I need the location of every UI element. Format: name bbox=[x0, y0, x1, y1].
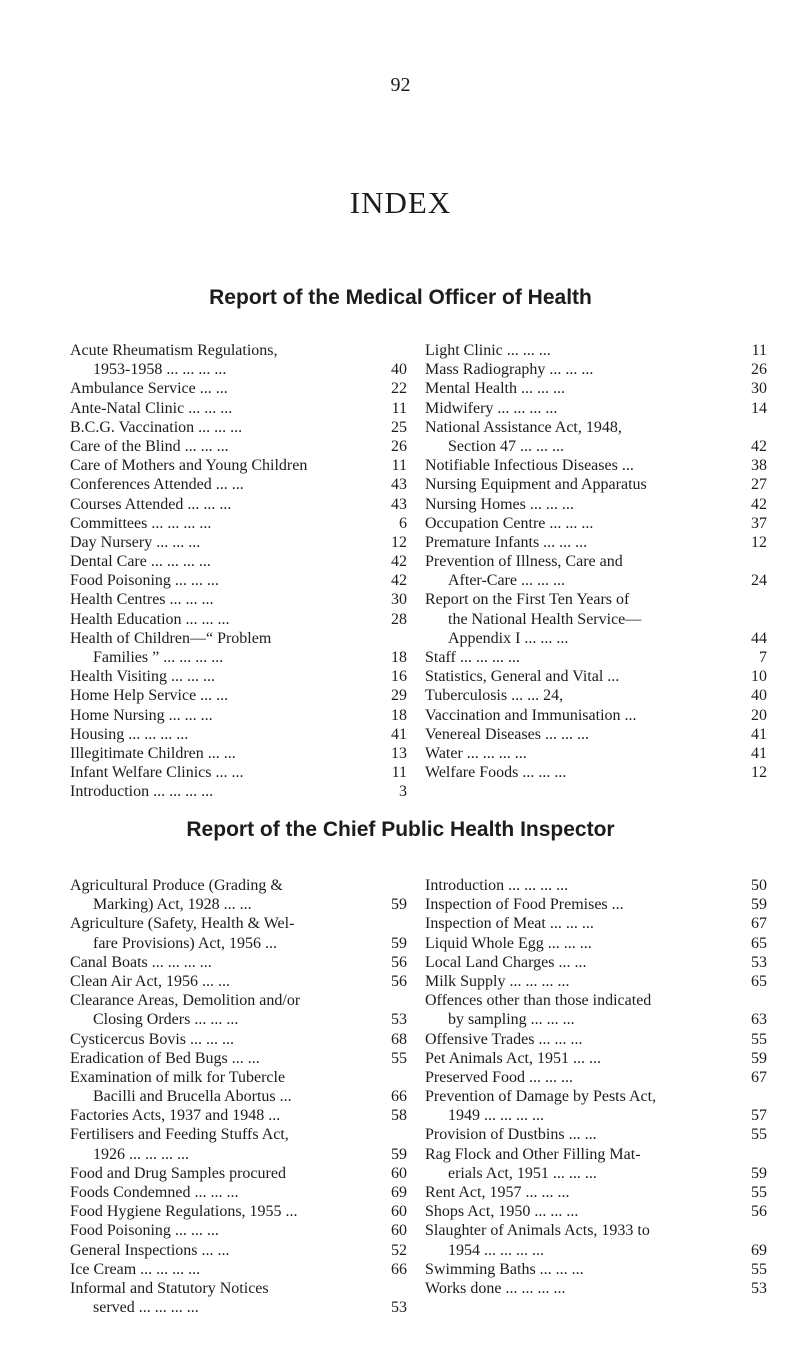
index-entry bbox=[70, 686, 407, 705]
index-entry bbox=[70, 953, 407, 972]
index-entry bbox=[70, 533, 407, 552]
index-entry bbox=[70, 895, 407, 914]
index-entry bbox=[425, 706, 767, 725]
index-entry-label: Prevention of Damage by Pests Act, bbox=[425, 1088, 657, 1106]
index-entry-label: Light Clinic ... ... ... bbox=[425, 342, 551, 359]
index-entry bbox=[425, 1125, 767, 1144]
index-entry-page: 42 bbox=[391, 553, 407, 571]
index-entry-label: Agricultural Produce (Grading & bbox=[70, 877, 283, 894]
index-entry-label: Food Hygiene Regulations, 1955 ... bbox=[70, 1203, 298, 1221]
index-entry-page: 55 bbox=[751, 1184, 767, 1201]
index-entry-label: Infant Welfare Clinics ... ... bbox=[70, 764, 244, 782]
index-entry bbox=[425, 514, 767, 533]
index-entry bbox=[425, 552, 767, 571]
index-entry-label: the National Health Service— bbox=[448, 610, 642, 628]
index-entry-page: 10 bbox=[751, 668, 767, 686]
index-entry-label: Clean Air Act, 1956 ... ... bbox=[70, 972, 230, 990]
index-entry-label: Examination of milk for Tubercle bbox=[70, 1068, 286, 1086]
index-entry bbox=[425, 1279, 767, 1298]
index-entry bbox=[70, 648, 407, 667]
index-entry-page: 59 bbox=[751, 896, 767, 914]
index-entry bbox=[70, 972, 407, 991]
index-entry bbox=[425, 972, 767, 991]
index-entry-page: 53 bbox=[751, 953, 767, 971]
index-entry-page: 56 bbox=[391, 953, 407, 971]
index-entry bbox=[70, 360, 407, 379]
index-entry-page: 67 bbox=[751, 915, 767, 933]
index-entry-label: Report on the First Ten Years of bbox=[425, 591, 630, 609]
index-entry bbox=[425, 1106, 767, 1125]
index-entry-page: 41 bbox=[751, 744, 767, 762]
index-entry-label: Venereal Diseases ... ... ... bbox=[425, 725, 589, 743]
index-entry bbox=[425, 571, 767, 590]
index-entry bbox=[425, 667, 767, 686]
index-entry-page: 42 bbox=[391, 572, 407, 590]
index-entry-page: 38 bbox=[751, 457, 767, 475]
index-entry-label: Provision of Dustbins ... ... bbox=[425, 1126, 597, 1144]
index-entry-label: Milk Supply ... ... ... ... bbox=[425, 972, 570, 990]
index-entry bbox=[425, 895, 767, 914]
index-entry-page: 12 bbox=[751, 764, 767, 782]
index-entry bbox=[70, 725, 407, 744]
index-entry-label: Shops Act, 1950 ... ... ... bbox=[425, 1203, 579, 1221]
index-entry bbox=[70, 934, 407, 953]
index-entry bbox=[70, 1164, 407, 1183]
index-entry bbox=[70, 475, 407, 494]
index-entry-label: Food and Drug Samples procured bbox=[70, 1164, 286, 1182]
index-entry bbox=[425, 1164, 767, 1183]
index-entry-page: 13 bbox=[391, 744, 407, 762]
index-entry-page: 60 bbox=[391, 1164, 407, 1182]
index-entry-page: 57 bbox=[751, 1107, 767, 1125]
index-entry-label: Liquid Whole Egg ... ... ... bbox=[425, 934, 592, 952]
index-entry-label: Committees ... ... ... ... bbox=[70, 514, 212, 532]
index-entry bbox=[70, 914, 407, 933]
index-entry-label: Section 47 ... ... ... bbox=[448, 437, 564, 455]
index-entry-label: 1953-1958 ... ... ... ... bbox=[93, 361, 227, 379]
index-entry-label: Ambulance Service ... ... bbox=[70, 380, 228, 398]
section-heading-medical-officer: Report of the Medical Officer of Health bbox=[209, 286, 592, 309]
index-entry bbox=[70, 1030, 407, 1049]
index-entry-page: 59 bbox=[391, 1145, 407, 1163]
index-entry bbox=[70, 1298, 407, 1317]
index-entry bbox=[425, 1030, 767, 1049]
index-entry bbox=[425, 1183, 767, 1202]
index-entry-label: Swimming Baths ... ... ... bbox=[425, 1260, 584, 1278]
index-entry-page: 11 bbox=[391, 764, 407, 782]
index-entry-label: erials Act, 1951 ... ... ... bbox=[448, 1164, 597, 1182]
index-entry bbox=[70, 495, 407, 514]
index-entry-label: Marking) Act, 1928 ... ... bbox=[93, 896, 252, 914]
index-entry bbox=[70, 763, 407, 782]
index-entry bbox=[70, 437, 407, 456]
index-entry bbox=[70, 1183, 407, 1202]
index-entry-page: 12 bbox=[751, 533, 767, 551]
index-entry-label: Acute Rheumatism Regulations, bbox=[70, 342, 278, 359]
index-entry-label: Introduction ... ... ... ... bbox=[70, 783, 214, 801]
index-entry bbox=[425, 876, 767, 895]
index-entry-page: 55 bbox=[391, 1049, 407, 1067]
index-entry bbox=[425, 686, 767, 705]
index-entry-label: Mental Health ... ... ... bbox=[425, 380, 565, 398]
index-entry bbox=[70, 610, 407, 629]
index-entry-page: 11 bbox=[751, 342, 767, 359]
index-entry-label: 1949 ... ... ... ... bbox=[448, 1107, 544, 1125]
index-entry-label: Home Help Service ... ... bbox=[70, 687, 229, 705]
index-entry bbox=[70, 744, 407, 763]
index-entry-page: 16 bbox=[391, 668, 407, 686]
index-entry-page: 42 bbox=[751, 437, 767, 455]
index-entry bbox=[70, 571, 407, 590]
index-entry bbox=[425, 1087, 767, 1106]
index-entry bbox=[425, 1260, 767, 1279]
index-entry-page: 59 bbox=[391, 934, 407, 952]
index-entry bbox=[425, 744, 767, 763]
index-entry-label: Cysticercus Bovis ... ... ... bbox=[70, 1030, 234, 1048]
index-entry-page: 41 bbox=[751, 725, 767, 743]
index-entry-page: 26 bbox=[391, 437, 407, 455]
index-entry-page: 11 bbox=[391, 457, 407, 475]
index-entry-label: Food Poisoning ... ... ... bbox=[70, 572, 219, 590]
index-entry bbox=[70, 1106, 407, 1125]
index-entry bbox=[425, 360, 767, 379]
index-entry bbox=[70, 1241, 407, 1260]
index-entry bbox=[425, 437, 767, 456]
index-entry-page: 68 bbox=[391, 1030, 407, 1048]
index-entry-page: 25 bbox=[391, 418, 407, 436]
index-entry bbox=[70, 782, 407, 801]
index-entry bbox=[70, 876, 407, 895]
index-entry-label: Factories Acts, 1937 and 1948 ... bbox=[70, 1107, 281, 1125]
index-entry-page: 55 bbox=[751, 1260, 767, 1278]
index-entry bbox=[70, 706, 407, 725]
index-entry bbox=[425, 399, 767, 418]
index-entry-page: 27 bbox=[751, 476, 767, 494]
index-entry-page: 66 bbox=[391, 1088, 407, 1106]
index-entry-label: Statistics, General and Vital ... bbox=[425, 668, 620, 686]
index-entry-page: 55 bbox=[751, 1030, 767, 1048]
index-entry-page: 26 bbox=[751, 361, 767, 379]
index-entry-label: Pet Animals Act, 1951 ... ... bbox=[425, 1049, 601, 1067]
index-entry bbox=[425, 1049, 767, 1068]
index-entry-page: 7 bbox=[759, 649, 767, 666]
index-entry-label: Conferences Attended ... ... bbox=[70, 476, 244, 494]
index-entry-label: Food Poisoning ... ... ... bbox=[70, 1222, 219, 1240]
index-entry bbox=[425, 1241, 767, 1260]
index-entry-page: 43 bbox=[391, 495, 407, 513]
index-entry-label: Water ... ... ... ... bbox=[425, 744, 527, 762]
index-entry-label: B.C.G. Vaccination ... ... ... bbox=[70, 418, 243, 436]
page-title: INDEX bbox=[349, 185, 452, 220]
index-entry-label: Health Education ... ... ... bbox=[70, 610, 230, 628]
index-entry-page: 18 bbox=[391, 649, 407, 666]
index-entry bbox=[425, 725, 767, 744]
index-entry-page: 29 bbox=[391, 687, 407, 705]
index-entry-label: Notifiable Infectious Diseases ... bbox=[425, 457, 634, 475]
index-entry bbox=[425, 418, 767, 437]
index-entry-label: Introduction ... ... ... ... bbox=[425, 877, 569, 894]
medical-officer-index-left bbox=[70, 341, 407, 802]
index-entry-label: Dental Care ... ... ... ... bbox=[70, 553, 211, 571]
index-entry-label: Bacilli and Brucella Abortus ... bbox=[93, 1088, 292, 1106]
index-entry-label: Closing Orders ... ... ... bbox=[93, 1011, 239, 1029]
index-entry-label: Health Centres ... ... ... bbox=[70, 591, 214, 609]
index-entry-label: Rent Act, 1957 ... ... ... bbox=[425, 1184, 570, 1201]
index-entry-page: 63 bbox=[751, 1011, 767, 1029]
index-entry bbox=[425, 475, 767, 494]
index-entry bbox=[425, 495, 767, 514]
index-entry bbox=[425, 590, 767, 609]
index-entry-label: Courses Attended ... ... ... bbox=[70, 495, 232, 513]
medical-officer-index-right bbox=[425, 341, 767, 782]
index-entry bbox=[70, 1068, 407, 1087]
index-entry-label: Local Land Charges ... ... bbox=[425, 953, 587, 971]
index-entry bbox=[70, 418, 407, 437]
index-entry-label: Offensive Trades ... ... ... bbox=[425, 1030, 583, 1048]
index-entry-label: Nursing Homes ... ... ... bbox=[425, 495, 574, 513]
index-entry-page: 43 bbox=[391, 476, 407, 494]
index-entry-label: Inspection of Meat ... ... ... bbox=[425, 915, 594, 933]
index-entry-page: 30 bbox=[751, 380, 767, 398]
index-entry-label: Health of Children—“ Problem bbox=[70, 629, 272, 647]
index-entry-label: by sampling ... ... ... bbox=[448, 1011, 575, 1029]
index-entry-page: 59 bbox=[751, 1164, 767, 1182]
index-entry-page: 18 bbox=[391, 706, 407, 724]
index-entry-page: 44 bbox=[751, 629, 767, 647]
index-entry-label: Clearance Areas, Demolition and/or bbox=[70, 992, 301, 1010]
index-entry bbox=[425, 1202, 767, 1221]
index-entry bbox=[425, 1145, 767, 1164]
index-entry-label: Agriculture (Safety, Health & Wel- bbox=[70, 915, 295, 933]
index-entry-label: 1926 ... ... ... ... bbox=[93, 1145, 189, 1163]
index-entry bbox=[425, 610, 767, 629]
index-entry bbox=[425, 1010, 767, 1029]
index-entry bbox=[70, 1202, 407, 1221]
index-entry bbox=[70, 590, 407, 609]
index-entry bbox=[70, 1145, 407, 1164]
index-entry-page: 65 bbox=[751, 934, 767, 952]
index-entry-label: Mass Radiography ... ... ... bbox=[425, 361, 594, 379]
index-entry bbox=[425, 379, 767, 398]
index-entry-label: Housing ... ... ... ... bbox=[70, 725, 189, 743]
index-entry-label: Home Nursing ... ... ... bbox=[70, 706, 213, 724]
index-entry-page: 69 bbox=[391, 1184, 407, 1201]
index-entry bbox=[425, 629, 767, 648]
index-entry-label: Care of Mothers and Young Children bbox=[70, 457, 308, 475]
index-entry-page: 24 bbox=[751, 572, 767, 590]
index-entry-label: Fertilisers and Feeding Stuffs Act, bbox=[70, 1126, 289, 1144]
index-entry-label: Inspection of Food Premises ... bbox=[425, 896, 624, 914]
index-entry-page: 28 bbox=[391, 610, 407, 628]
index-entry-page: 53 bbox=[751, 1279, 767, 1297]
index-entry-page: 30 bbox=[391, 591, 407, 609]
index-entry bbox=[70, 552, 407, 571]
index-entry-page: 50 bbox=[751, 877, 767, 894]
index-entry-page: 52 bbox=[391, 1241, 407, 1259]
index-entry-label: Premature Infants ... ... ... bbox=[425, 533, 588, 551]
index-entry-label: National Assistance Act, 1948, bbox=[425, 418, 622, 436]
index-entry-page: 55 bbox=[751, 1126, 767, 1144]
index-entry bbox=[70, 991, 407, 1010]
index-entry bbox=[425, 1221, 767, 1240]
index-entry bbox=[425, 533, 767, 552]
index-entry-page: 42 bbox=[751, 495, 767, 513]
index-entry-label: Occupation Centre ... ... ... bbox=[425, 514, 594, 532]
index-entry bbox=[70, 379, 407, 398]
index-entry bbox=[425, 1068, 767, 1087]
index-entry-page: 12 bbox=[391, 533, 407, 551]
index-entry-page: 56 bbox=[391, 972, 407, 990]
index-entry-page: 3 bbox=[399, 783, 407, 801]
index-entry-label: Tuberculosis ... ... 24, bbox=[425, 687, 564, 705]
index-entry bbox=[70, 399, 407, 418]
index-entry-page: 56 bbox=[751, 1203, 767, 1221]
page-number: 92 bbox=[390, 74, 411, 96]
index-entry-label: fare Provisions) Act, 1956 ... bbox=[93, 934, 277, 952]
index-entry bbox=[425, 763, 767, 782]
index-entry-label: Welfare Foods ... ... ... bbox=[425, 764, 567, 782]
index-entry-label: 1954 ... ... ... ... bbox=[448, 1241, 544, 1259]
index-entry-label: Appendix I ... ... ... bbox=[448, 629, 569, 647]
index-entry-label: Ice Cream ... ... ... ... bbox=[70, 1260, 201, 1278]
index-entry-label: Slaughter of Animals Acts, 1933 to bbox=[425, 1222, 650, 1240]
index-entry-label: Canal Boats ... ... ... ... bbox=[70, 953, 212, 971]
index-entry bbox=[425, 953, 767, 972]
health-inspector-index-right bbox=[425, 876, 767, 1298]
index-entry bbox=[70, 341, 407, 360]
index-entry bbox=[70, 1221, 407, 1240]
index-entry-label: Care of the Blind ... ... ... bbox=[70, 437, 229, 455]
index-entry bbox=[70, 667, 407, 686]
index-entry-label: Midwifery ... ... ... ... bbox=[425, 399, 558, 417]
index-entry-label: Preserved Food ... ... ... bbox=[425, 1068, 573, 1086]
health-inspector-index-left bbox=[70, 876, 407, 1317]
index-entry-label: Rag Flock and Other Filling Mat- bbox=[425, 1145, 641, 1163]
index-entry bbox=[425, 648, 767, 667]
index-entry bbox=[425, 914, 767, 933]
index-entry-page: 69 bbox=[751, 1241, 767, 1259]
index-entry-page: 37 bbox=[751, 514, 767, 532]
index-entry bbox=[70, 1049, 407, 1068]
index-entry-label: Vaccination and Immunisation ... bbox=[425, 706, 637, 724]
index-entry-label: Informal and Statutory Notices bbox=[70, 1279, 269, 1297]
index-entry-label: Families ” ... ... ... ... bbox=[93, 649, 224, 666]
index-entry-page: 59 bbox=[391, 896, 407, 914]
index-entry-page: 22 bbox=[391, 380, 407, 398]
index-entry-label: served ... ... ... ... bbox=[93, 1299, 199, 1317]
index-entry-label: Eradication of Bed Bugs ... ... bbox=[70, 1049, 260, 1067]
section-heading-public-health-inspector: Report of the Chief Public Health Inspector bbox=[186, 818, 615, 841]
index-entry bbox=[70, 1260, 407, 1279]
index-entry-page: 65 bbox=[751, 972, 767, 990]
index-entry-label: Works done ... ... ... ... bbox=[425, 1279, 566, 1297]
index-entry-label: Ante-Natal Clinic ... ... ... bbox=[70, 399, 233, 417]
index-entry-label: Staff ... ... ... ... bbox=[425, 649, 520, 666]
index-entry bbox=[425, 934, 767, 953]
index-entry-page: 66 bbox=[391, 1260, 407, 1278]
index-entry-label: Health Visiting ... ... ... bbox=[70, 668, 215, 686]
index-entry bbox=[70, 1010, 407, 1029]
index-entry-label: After-Care ... ... ... bbox=[448, 572, 565, 590]
index-entry-page: 60 bbox=[391, 1203, 407, 1221]
index-entry-page: 11 bbox=[391, 399, 407, 417]
index-entry bbox=[70, 1087, 407, 1106]
index-entry-page: 53 bbox=[391, 1011, 407, 1029]
index-entry-page: 53 bbox=[391, 1299, 407, 1317]
index-entry bbox=[425, 456, 767, 475]
index-entry-page: 40 bbox=[751, 687, 767, 705]
index-entry-page: 58 bbox=[391, 1107, 407, 1125]
index-entry-label: Foods Condemned ... ... ... bbox=[70, 1184, 239, 1201]
index-entry-label: Prevention of Illness, Care and bbox=[425, 553, 623, 571]
index-entry-page: 41 bbox=[391, 725, 407, 743]
index-entry bbox=[70, 1125, 407, 1144]
index-entry-page: 59 bbox=[751, 1049, 767, 1067]
index-entry-page: 14 bbox=[751, 399, 767, 417]
index-entry bbox=[70, 456, 407, 475]
index-entry bbox=[70, 1279, 407, 1298]
index-entry-label: Illegitimate Children ... ... bbox=[70, 744, 236, 762]
index-entry-page: 67 bbox=[751, 1068, 767, 1086]
index-entry bbox=[425, 341, 767, 360]
index-entry-label: Day Nursery ... ... ... bbox=[70, 533, 201, 551]
index-entry bbox=[70, 629, 407, 648]
index-entry-page: 40 bbox=[391, 361, 407, 379]
index-entry-page: 20 bbox=[751, 706, 767, 724]
index-entry-page: 6 bbox=[399, 514, 407, 532]
index-entry bbox=[425, 991, 767, 1010]
index-entry bbox=[70, 514, 407, 533]
index-entry-label: Nursing Equipment and Apparatus bbox=[425, 476, 647, 494]
index-entry-label: General Inspections ... ... bbox=[70, 1241, 230, 1259]
index-entry-page: 60 bbox=[391, 1222, 407, 1240]
index-entry-label: Offences other than those indicated bbox=[425, 992, 652, 1010]
